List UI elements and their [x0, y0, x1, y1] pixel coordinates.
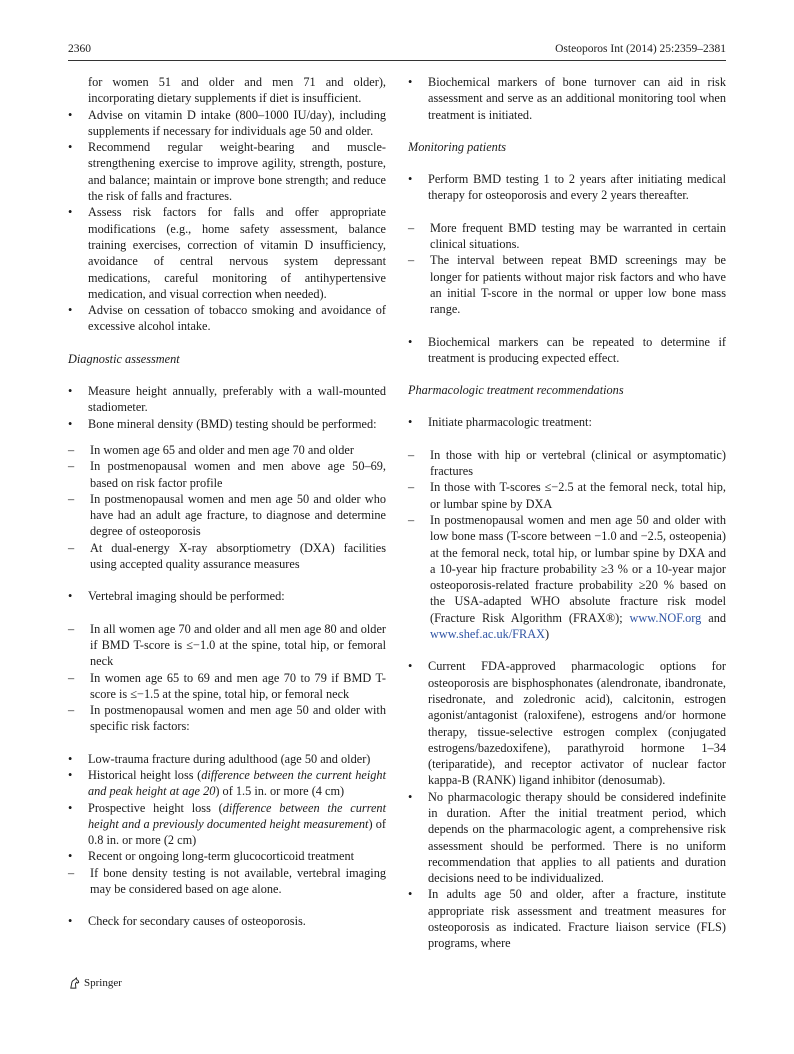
dash-marker: – [68, 459, 75, 474]
dash-item [68, 865, 386, 898]
bullet-item [68, 751, 386, 767]
dash-marker: – [68, 442, 75, 457]
item-text: Recommend regular weight-bearing and muscle-strengthening exercise to improve agility, strength, posture, and balance; maintain or improve bone strength; and reduce the risk of falls and fractures. [88, 140, 386, 204]
springer-horse-logo-icon [68, 977, 81, 990]
dash-item [68, 621, 386, 670]
item-text: Current FDA-approved pharmacologic options for osteoporosis are bisphosphonates (alendronate, ibandronate, risedronate, and zoledronic acid), calcitonin, estrogen agonist/antagonist (raloxifene), estrogens and/or hormone therapy, tissue-selective estrogen complex (conjugated estrogens/bazedoxifene), parathyroid hormone 1–34 (teriparatide), and receptor activator of nuclear factor kappa-B (RANK) ligand inhibitor (denosumab). [428, 659, 726, 788]
item-text: and [701, 610, 726, 625]
item-text: Historical height loss ( [88, 767, 202, 782]
header-rule [68, 60, 726, 61]
dash-item [408, 252, 726, 317]
bullet-marker: • [68, 800, 73, 815]
dash-item [408, 512, 726, 642]
section-heading-diagnostic: Diagnostic assessment [68, 351, 180, 366]
item-text: ) [544, 627, 550, 642]
bullet-marker: • [408, 334, 413, 349]
bullet-marker: • [68, 416, 73, 431]
item-text: Prospective height loss ( [88, 800, 223, 815]
item-text: Low-trauma fracture during adulthood (age 50 and older) [88, 751, 371, 766]
item-text: Biochemical markers can be repeated to determine if treatment is producing expected effect. [428, 334, 726, 365]
item-text: Advise on vitamin D intake (800–1000 IU/day), including supplements if necessary for individuals age 50 and older. [88, 107, 386, 138]
item-text: Recent or ongoing long-term glucocorticoid treatment [88, 849, 355, 864]
item-text: Bone mineral density (BMD) testing should be performed: [88, 416, 377, 431]
item-text: In women age 65 to 69 and men age 70 to 79 if BMD T-score is ≤−1.5 at the spine, total hip, or femoral neck [90, 670, 386, 701]
item-text: Initiate pharmacologic treatment: [428, 415, 592, 430]
bullet-item [68, 383, 386, 416]
section-heading-pharmacologic: Pharmacologic treatment recommendations [408, 383, 624, 398]
bullet-marker: • [68, 914, 73, 929]
dash-item [68, 458, 386, 491]
dash-marker: – [68, 540, 75, 555]
bullet-marker: • [408, 659, 413, 674]
item-text: In postmenopausal women and men age 50 and older with specific risk factors: [90, 703, 386, 734]
dash-marker: – [408, 253, 415, 268]
item-text: ) of 1.5 in. or more (4 cm) [215, 784, 345, 799]
item-text: Perform BMD testing 1 to 2 years after initiating medical therapy for osteoporosis and every 2 years thereafter. [428, 172, 726, 203]
bullet-item [68, 204, 386, 302]
bullet-item [408, 886, 726, 951]
bullet-item [68, 913, 386, 929]
dash-item [68, 540, 386, 573]
bullet-item [408, 171, 726, 204]
right-column [408, 74, 726, 952]
bullet-marker: • [408, 75, 413, 89]
dash-item [68, 442, 386, 458]
publisher-name: Springer [84, 977, 122, 989]
dash-marker: – [68, 491, 75, 506]
item-text: In those with hip or vertebral (clinical or asymptomatic) fractures [430, 447, 726, 479]
item-text: Biochemical markers of bone turnover can aid in risk assessment and serve as an additional monitoring tool when treatment is initiated. [428, 75, 726, 122]
item-text: At dual-energy X-ray absorptiometry (DXA) facilities using accepted quality assurance measures [90, 540, 386, 572]
bullet-marker: • [68, 751, 73, 766]
item-text: In postmenopausal women and men above age 50–69, based on risk factor profile [90, 459, 386, 490]
bullet-item [68, 107, 386, 140]
bullet-marker: • [408, 415, 413, 430]
dash-item [408, 220, 726, 253]
bullet-item [68, 588, 386, 604]
bullet-item [408, 74, 726, 123]
item-text: In adults age 50 and older, after a fracture, institute appropriate risk assessment and treatment measures for osteoporosis as indicated. Fracture liaison service (FLS) programs, where [428, 887, 726, 951]
dash-marker: – [408, 447, 415, 462]
bullet-marker: • [408, 172, 413, 187]
bullet-item [408, 789, 726, 887]
bullet-item [68, 416, 386, 432]
item-text: Advise on cessation of tobacco smoking and avoidance of excessive alcohol intake. [88, 303, 386, 334]
dash-marker: – [68, 865, 75, 880]
item-text: Vertebral imaging should be performed: [88, 589, 285, 604]
bullet-item [68, 302, 386, 335]
journal-reference: Osteoporos Int (2014) 25:2359–2381 [555, 43, 726, 55]
dash-marker: – [408, 220, 415, 235]
bullet-item [68, 767, 386, 800]
dash-item [68, 702, 386, 735]
item-text-italic: difference between the current height and a previously documented height measurement [88, 800, 386, 831]
frax-link[interactable]: www.shef.ac.uk/FRAX [430, 627, 545, 642]
bullet-marker: • [68, 140, 73, 155]
bullet-item [68, 800, 386, 849]
page-footer [68, 976, 122, 990]
continued-text: for women 51 and older and men 71 and older), incorporating dietary supplements if diet is insufficient. [88, 75, 386, 106]
bullet-marker: • [68, 589, 73, 604]
bullet-marker: • [68, 205, 73, 220]
dash-marker: – [68, 670, 75, 685]
item-text: In postmenopausal women and men age 50 and older who have had an adult age fracture, to diagnose and determine degree of osteoporosis [90, 491, 386, 539]
bullet-item [408, 414, 726, 430]
item-text-italic: difference between the current height and peak height at age 20 [88, 767, 386, 799]
bullet-marker: • [68, 107, 73, 122]
nof-link[interactable]: www.NOF.org [629, 610, 702, 625]
dash-marker: – [68, 703, 75, 718]
item-text: Assess risk factors for falls and offer appropriate modifications (e.g., home safety assessment, balance training exercises, correction of vitamin D insufficiency, avoidance of central nervous system depressant medications, careful monitoring of antihypertensive medication, and visual correction when needed). [88, 205, 386, 301]
item-text: In women age 65 and older and men age 70 and older [90, 442, 354, 457]
bullet-item [68, 848, 386, 864]
item-text: No pharmacologic therapy should be considered indefinite in duration. After the initial treatment period, which depends on the pharmacologic agent, a comprehensive risk assessment should be performed. There is no uniform recommendation that applies to all patients and duration decisions need to be individualized. [428, 789, 726, 886]
item-text: Measure height annually, preferably with a wall-mounted stadiometer. [88, 384, 386, 415]
item-text: In all women age 70 and older and all men age 80 and older if BMD T-score is ≤−1.0 at the spine, total hip, or femoral neck [90, 621, 386, 669]
bullet-marker: • [68, 767, 73, 782]
dash-item [408, 479, 726, 512]
dash-marker: – [408, 480, 415, 495]
bullet-marker: • [68, 303, 73, 318]
bullet-marker: • [408, 887, 413, 902]
item-text: More frequent BMD testing may be warranted in certain clinical situations. [430, 220, 726, 252]
bullet-marker: • [68, 384, 73, 399]
page-number: 2360 [68, 43, 91, 55]
item-text: The interval between repeat BMD screenings may be longer for patients without major risk factors and who have an initial T-score in the normal or upper low bone mass range. [430, 253, 726, 317]
dash-marker: – [408, 512, 415, 527]
section-heading-monitoring: Monitoring patients [408, 139, 507, 154]
bullet-marker: • [68, 849, 73, 864]
bullet-item [408, 658, 726, 788]
dash-item [408, 447, 726, 480]
bullet-item [68, 139, 386, 204]
bullet-item [408, 334, 726, 367]
running-header [68, 41, 726, 57]
dash-item [68, 491, 386, 540]
item-text: In those with T-scores ≤−2.5 at the femoral neck, total hip, or lumbar spine by DXA [430, 480, 726, 511]
bullet-marker: • [408, 789, 413, 804]
item-text: Check for secondary causes of osteoporosis. [88, 914, 306, 929]
dash-marker: – [68, 621, 75, 636]
dash-item [68, 670, 386, 703]
item-text: ) of 0.8 in. or more (2 cm) [88, 816, 386, 848]
left-column [68, 74, 386, 930]
item-text: If bone density testing is not available, vertebral imaging may be considered based on age alone. [90, 865, 386, 897]
item-text: In postmenopausal women and men age 50 and older with low bone mass (T-score between −1.0 and −2.5, osteopenia) at the femoral neck, total hip, or lumbar spine by DXA and a 10-year hip fracture probability ≥3 % or a 10-year major osteoporosis-related fracture probability ≥20 % based on the USA-adapted WHO absolute fracture risk model (Fracture Risk Algorithm (FRAX®); [430, 512, 726, 625]
